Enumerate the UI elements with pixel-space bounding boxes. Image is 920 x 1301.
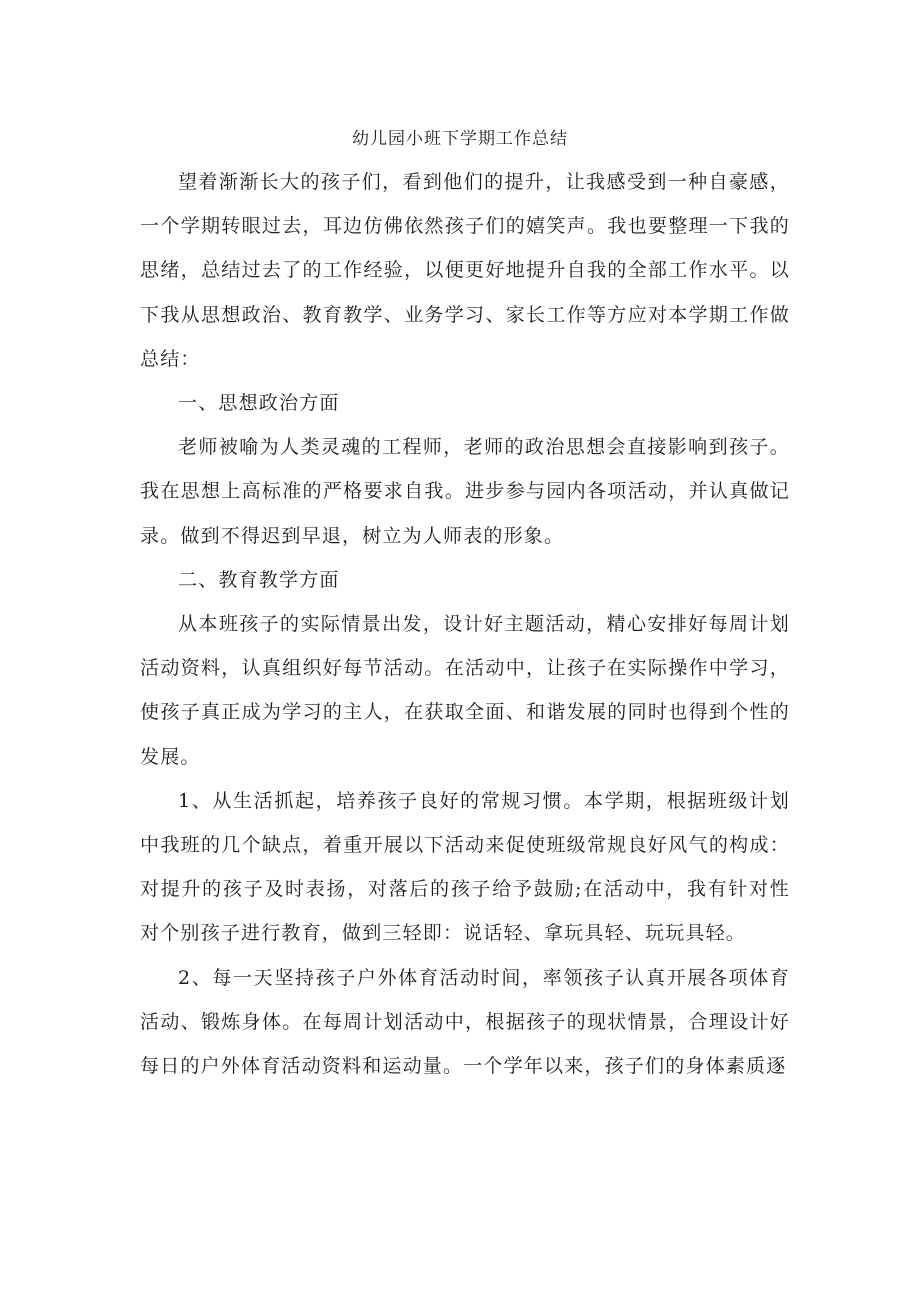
document-body: [140, 160, 790, 1088]
paragraph-political: 老师被喻为人类灵魂的工程师，老师的政治思想会直接影响到孩子。我在思想上高标准的严格要求自我。进步参与园内各项活动，并认真做记录。做到不得迟到早退，树立为人师表的形象。: [140, 436, 790, 547]
heading-political: 一、思想政治方面: [178, 392, 340, 415]
paragraph-teaching: 从本班孩子的实际情景出发，设计好主题活动，精心安排好每周计划活动资料，认真组织好每节活动。在活动中，让孩子在实际操作中学习，使孩子真正成为学习的主人，在获取全面、和谐发展的同时也得到个性的发展。: [140, 613, 790, 768]
paragraph-item-2: 2、每一天坚持孩子户外体育活动时间，率领孩子认真开展各项体育活动、锻炼身体。在每周计划活动中，根据孩子的现状情景，合理设计好每日的户外体育活动资料和运动量。一个学年以来，孩子们的身体素质逐: [140, 966, 790, 1078]
paragraph-item-1: 1、从生活抓起，培养孩子良好的常规习惯。本学期，根据班级计划中我班的几个缺点，着重开展以下活动来促使班级常规良好风气的构成：对提升的孩子及时表扬，对落后的孩子给予鼓励;在活动中，我有针对性对个别孩子进行教育，做到三轻即：说话轻、拿玩具轻、玩玩具轻。: [140, 789, 790, 945]
paragraph-intro: 望着渐渐长大的孩子们，看到他们的提升，让我感受到一种自豪感，一个学期转眼过去，耳边仿佛依然孩子们的嬉笑声。我也要整理一下我的思绪，总结过去了的工作经验，以便更好地提升自我的全部工作水平。以下我从思想政治、教育教学、业务学习、家长工作等方应对本学期工作做总结：: [140, 171, 790, 370]
heading-teaching: 二、教育教学方面: [178, 568, 340, 591]
document-title: 幼儿园小班下学期工作总结: [352, 129, 568, 149]
